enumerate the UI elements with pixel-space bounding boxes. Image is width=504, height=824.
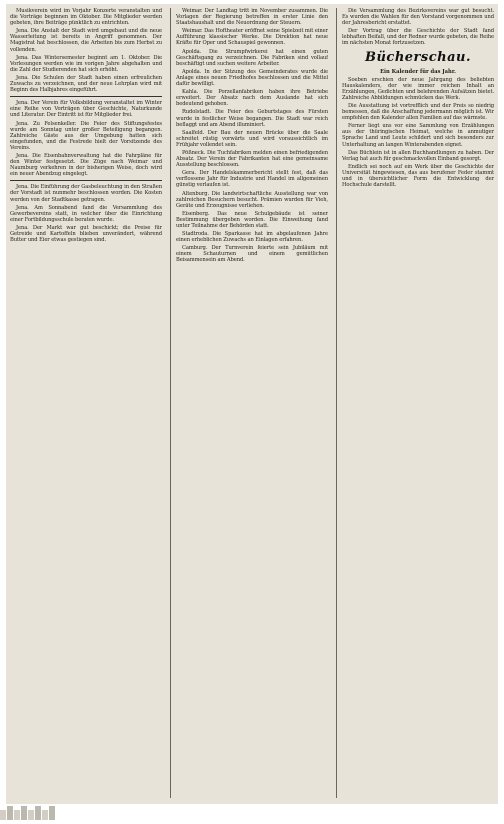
article-paragraph: Jena. Der Markt war gut beschickt; die Preise für Getreide und Kartoffeln blieben unverändert, während Butter und Eier etwas gestiegen sind. [10,224,162,244]
article-paragraph: Jena. Die Schulen der Stadt haben einen erfreulichen Zuwachs zu verzeichnen, und der neue Lehrplan wird mit Beginn des Halbjahres eingeführt. [10,74,162,94]
article-paragraph: Der Vortrag über die Geschichte der Stadt fand lebhaften Beifall, und der Redner wurde gebeten, die Reihe im nächsten Monat fortzusetzen. [342,28,494,47]
article-paragraph: Weimar. Der Landtag tritt im November zusammen. Die Vorlagen der Regierung betreffen in erster Linie den Staatshaushalt und die Neuordnung der Steuern. [176,8,328,27]
article-paragraph: Musikverein wird im Vorjahr Konzerte veranstalten und die Vorträge beginnen im Oktober. Die Mitglieder werden gebeten, ihre Beiträge pünktlich zu entrichten. [10,8,162,27]
article-paragraph: Soeben erschien der neue Jahrgang des beliebten Hauskalenders, der wie immer reichen Inhalt an Erzählungen, Gedichten und belehrenden Aufsätzen bietet. Zahlreiche Abbildungen schmücken das Werk. [342,76,494,101]
scan-color-strip [0,806,60,820]
article-paragraph: Jena. Die Eisenbahnverwaltung hat die Fahrpläne für den Winter festgesetzt. Die Züge nach Weimar und Naumburg verkehren in der bisherigen Weise, doch wird ein neuer Abendzug eingelegt. [10,152,162,178]
article-paragraph: Apolda. In der Sitzung des Gemeinderates wurde die Anlage eines neuen Friedhofes beschlossen und die Mittel dafür bewilligt. [176,68,328,88]
article-paragraph: Weimar. Das Hoftheater eröffnet seine Spielzeit mit einer Aufführung klassischer Werke. Die Direktion hat neue Kräfte für Oper und Schauspiel gewonnen. [176,28,328,47]
column-middle [176,8,328,798]
article-paragraph: Die Ausstattung ist vortrefflich und der Preis so niedrig bemessen, daß die Anschaffung jedermann möglich ist. Wir empfehlen den Kalender allen Familien auf das wärmste. [342,102,494,122]
article-paragraph: Ferner liegt uns vor eine Sammlung von Erzählungen aus der thüringischen Heimat, welche in anmutiger Sprache Land und Leute schildert und sich besonders zur Unterhaltung an langen Winterabenden eignet. [342,123,494,148]
column-rule [170,8,171,798]
article-paragraph: Jena. Zu Felsenkeller. Die Feier des Stiftungsfestes wurde am Sonntag unter großer Beteiligung begangen. Zahlreiche Gäste aus der Umgebung hatten sich eingefunden, und die Festrede hielt der Vorsitzende des Vereins. [10,120,162,151]
column-rule [336,8,337,798]
article-paragraph: Pößneck. Die Tuchfabriken melden einen befriedigenden Absatz. Der Verein der Fabrikanten hat eine gemeinsame Ausstellung beschlossen. [176,149,328,169]
section-heading: Bücherschau. [364,49,471,65]
article-paragraph: Jena. Der Verein für Volksbildung veranstaltet im Winter eine Reihe von Vorträgen über Geschichte, Naturkunde und Literatur. Der Eintritt ist für Mitglieder frei. [10,100,162,119]
article-paragraph: Apolda. Die Strumpfwirkerei hat einen guten Geschäftsgang zu verzeichnen. Die Fabriken sind vollauf beschäftigt und suchen weitere Arbeiter. [176,48,328,67]
article-paragraph: Jena. Die Einführung der Gasbeleuchtung in den Straßen der Vorstadt ist nunmehr beschlossen worden. Die Kosten werden von der Stadtkasse getragen. [10,184,162,203]
article-paragraph: Rudolstadt. Die Feier des Geburtstages des Fürsten wurde in festlicher Weise begangen. Die Stadt war reich beflaggt und am Abend illuminiert. [176,109,328,128]
article-paragraph: Eisenberg. Das neue Schulgebäude ist seiner Bestimmung übergeben worden. Die Einweihung fand unter Teilnahme der Behörden statt. [176,210,328,229]
article-paragraph: Jena. Die Anstalt der Stadt wird umgebaut und die neue Wasserleitung ist bereits in Angriff genommen. Der Magistrat hat beschlossen, die Arbeiten bis zum Herbst zu vollenden. [10,28,162,53]
article-paragraph: Altenburg. Die landwirtschaftliche Ausstellung war von zahlreichen Besuchern besucht. Prämien wurden für Vieh, Geräte und Erzeugnisse verliehen. [176,190,328,209]
article-paragraph: Endlich sei noch auf ein Werk über die Geschichte der Universität hingewiesen, das aus berufener Feder stammt und in übersichtlicher Form die Entwicklung der Hochschule darstellt. [342,163,494,189]
article-paragraph: Kahla. Die Porzellanfabriken haben ihre Betriebe erweitert. Der Absatz nach dem Auslande hat sich bedeutend gehoben. [176,89,328,108]
column-right [342,8,494,798]
article-paragraph: Jena. Am Sonnabend fand die Versammlung des Gewerbevereins statt, in welcher über die Einrichtung einer Fortbildungsschule beraten wurde. [10,204,162,223]
divider [10,96,162,97]
section-subheading: Ein Kalender für das Jahr. [380,68,456,75]
column-left [10,8,162,798]
article-paragraph: Saalfeld. Der Bau der neuen Brücke über die Saale schreitet rüstig vorwärts und wird voraussichtlich im Frühjahr vollendet sein. [176,129,328,148]
article-paragraph: Die Versammlung des Bezirksvereins war gut besucht. Es wurden die Wahlen für den Vorstand vorgenommen und der Jahresbericht erstattet. [342,8,494,27]
article-paragraph: Camburg. Der Turnverein feierte sein Jubiläum mit einem Schauturnen und einem gemütlichen Beisammensein am Abend. [176,245,328,264]
divider [10,180,162,181]
article-paragraph: Das Büchlein ist in allen Buchhandlungen zu haben. Der Verlag hat auch für geschmackvollen Einband gesorgt. [342,149,494,162]
article-paragraph: Jena. Das Wintersemester beginnt am 1. Oktober. Die Vorlesungen werden wie im vorigen Jahre abgehalten und die Zahl der Studierenden hat sich erhöht. [10,54,162,73]
article-paragraph: Gera. Der Handelskammerbericht stellt fest, daß das verflossene Jahr für Industrie und Handel im allgemeinen günstig verlaufen ist. [176,170,328,189]
article-paragraph: Stadtroda. Die Sparkasse hat im abgelaufenen Jahre einen erheblichen Zuwachs an Einlagen erfahren. [176,231,328,244]
newspaper-page [6,4,498,804]
